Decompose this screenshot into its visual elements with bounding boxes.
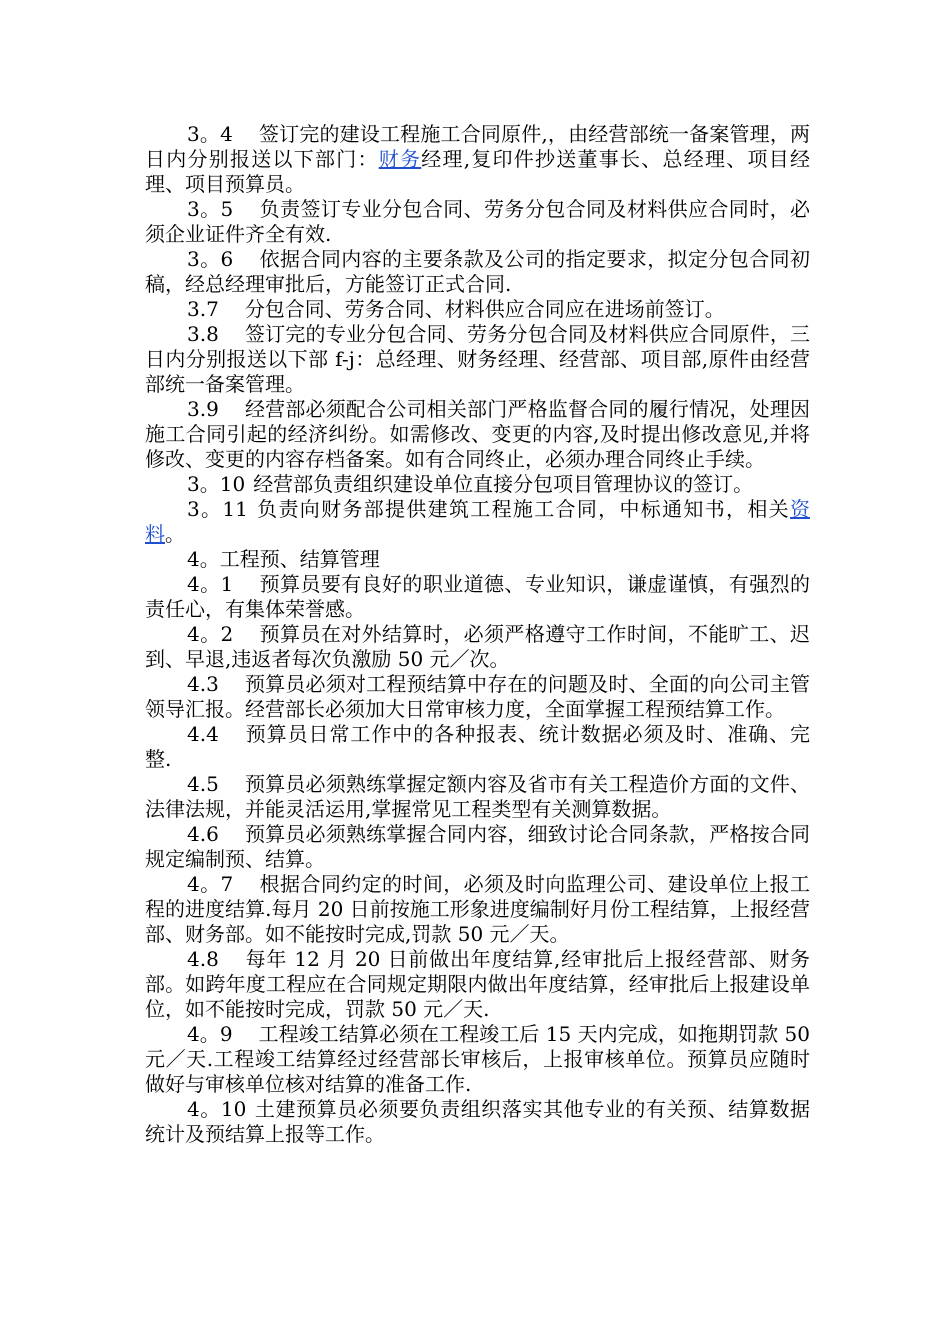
clause-number: 4。9 xyxy=(187,1022,233,1046)
clause-text: 预算员必须熟练掌握合同内容，细致讨论合同条款，严格按合同规定编制预、结算。 xyxy=(145,822,810,871)
inline-link[interactable]: 资料 xyxy=(145,497,810,546)
paragraph-p3-10 xyxy=(145,472,810,497)
paragraph-p3-5 xyxy=(145,197,810,247)
document-body xyxy=(145,122,810,1147)
clause-number: 3。6 xyxy=(187,247,234,271)
clause-text-after: 。 xyxy=(165,522,185,546)
paragraph-p4-8 xyxy=(145,947,810,1022)
paragraph-p3-8 xyxy=(145,322,810,397)
clause-text: 签订完的建设工程施工合同原件,，由经营部统一备案管理，两日内分别报送以下部门： xyxy=(145,122,810,171)
clause-number: 3.8 xyxy=(187,322,219,346)
paragraph-p3-4 xyxy=(145,122,810,197)
clause-text: 负责向财务部提供建筑工程施工合同，中标通知书，相关 xyxy=(255,497,790,521)
clause-text: 分包合同、劳务合同、材料供应合同应在进场前签订。 xyxy=(244,297,725,321)
clause-number: 3.9 xyxy=(187,397,219,421)
paragraph-p3-6 xyxy=(145,247,810,297)
clause-number: 3。4 xyxy=(187,122,233,146)
clause-text: 依据合同内容的主要条款及公司的指定要求，拟定分包合同初稿，经总经理审批后，方能签订正式合同. xyxy=(145,247,811,296)
paragraph-p4-3 xyxy=(145,672,810,722)
paragraph-p4-6 xyxy=(145,822,810,872)
paragraph-p4-7 xyxy=(145,872,810,947)
clause-number: 3。5 xyxy=(187,197,234,221)
paragraph-p3-7 xyxy=(145,297,810,322)
clause-number: 4。10 xyxy=(187,1097,247,1121)
clause-number: 4。2 xyxy=(187,622,234,646)
clause-text-after: 经理,复印件抄送董事长、总经理、项目经理、项目预算员。 xyxy=(145,147,811,196)
clause-number: 4。1 xyxy=(187,572,234,596)
paragraph-p3-11 xyxy=(145,497,810,547)
clause-text: 经营部必须配合公司相关部门严格监督合同的履行情况，处理因施工合同引起的经济纠纷。如需修改、变更的内容,及时提出修改意见,并将修改、变更的内容存档备案。如有合同终止，必须办理合同终止手续。 xyxy=(145,397,810,471)
paragraph-p4-9 xyxy=(145,1022,810,1097)
clause-number: 3.7 xyxy=(187,297,219,321)
paragraph-p4-2 xyxy=(145,622,810,672)
paragraph-p4-4 xyxy=(145,722,810,772)
paragraph-p3-9 xyxy=(145,397,810,472)
clause-number: 4。7 xyxy=(187,872,234,896)
clause-number: 4.5 xyxy=(187,772,219,796)
clause-number: 4.4 xyxy=(187,722,219,746)
inline-link[interactable]: 财务 xyxy=(378,147,422,171)
clause-number: 3。11 xyxy=(187,497,248,521)
paragraph-p4 xyxy=(145,547,810,572)
clause-text: 预算员日常工作中的各种报表、统计数据必须及时、准确、完整. xyxy=(145,722,810,771)
clause-text: 预算员要有良好的职业道德、专业知识，谦虚谨慎，有强烈的责任心，有集体荣誉感。 xyxy=(145,572,811,621)
paragraph-p4-10 xyxy=(145,1097,810,1147)
clause-text: 每年 12 月 20 日前做出年度结算,经审批后上报经营部、财务部。如跨年度工程应在合同规定期限内做出年度结算，经审批后上报建设单位，如不能按时完成，罚款 50 元／天. xyxy=(145,947,810,1021)
clause-number: 4.8 xyxy=(187,947,219,971)
clause-number: 3。10 xyxy=(187,472,246,496)
clause-text: 预算员必须熟练掌握定额内容及省市有关工程造价方面的文件、法律法规，并能灵活运用,掌握常见工程类型有关测算数据。 xyxy=(145,772,810,821)
clause-text: 预算员必须对工程预结算中存在的问题及时、全面的向公司主管领导汇报。经营部长必须加大日常审核力度，全面掌握工程预结算工作。 xyxy=(145,672,810,721)
clause-text: 预算员在对外结算时，必须严格遵守工作时间，不能旷工、迟到、早退,违返者每次负激励 50 元／次。 xyxy=(145,622,811,671)
clause-number: 4。工程预、结算管理 xyxy=(187,547,380,571)
clause-text: 土建预算员必须要负责组织落实其他专业的有关预、结算数据统计及预结算上报等工作。 xyxy=(145,1097,810,1146)
clause-text: 负责签订专业分包合同、劳务分包合同及材料供应合同时，必须企业证件齐全有效. xyxy=(145,197,811,246)
paragraph-p4-1 xyxy=(145,572,810,622)
clause-number: 4.6 xyxy=(187,822,219,846)
clause-text: 经营部负责组织建设单位直接分包项目管理协议的签订。 xyxy=(253,472,754,496)
clause-text: 签订完的专业分包合同、劳务分包合同及材料供应合同原件，三日内分别报送以下部 f-j：总经理、财务经理、经营部、项目部,原件由经营部统一备案管理。 xyxy=(145,322,810,396)
clause-number: 4.3 xyxy=(187,672,219,696)
clause-text: 根据合同约定的时间，必须及时向监理公司、建设单位上报工程的进度结算.每月 20 日前按施工形象进度编制好月份工程结算，上报经营部、财务部。如不能按时完成,罚款 50 元／天。 xyxy=(145,872,811,946)
paragraph-p4-5 xyxy=(145,772,810,822)
clause-text: 工程竣工结算必须在工程竣工后 15 天内完成，如拖期罚款 50 元／天.工程竣工结算经过经营部长审核后，上报审核单位。预算员应随时做好与审核单位核对结算的准备工作. xyxy=(145,1022,810,1096)
